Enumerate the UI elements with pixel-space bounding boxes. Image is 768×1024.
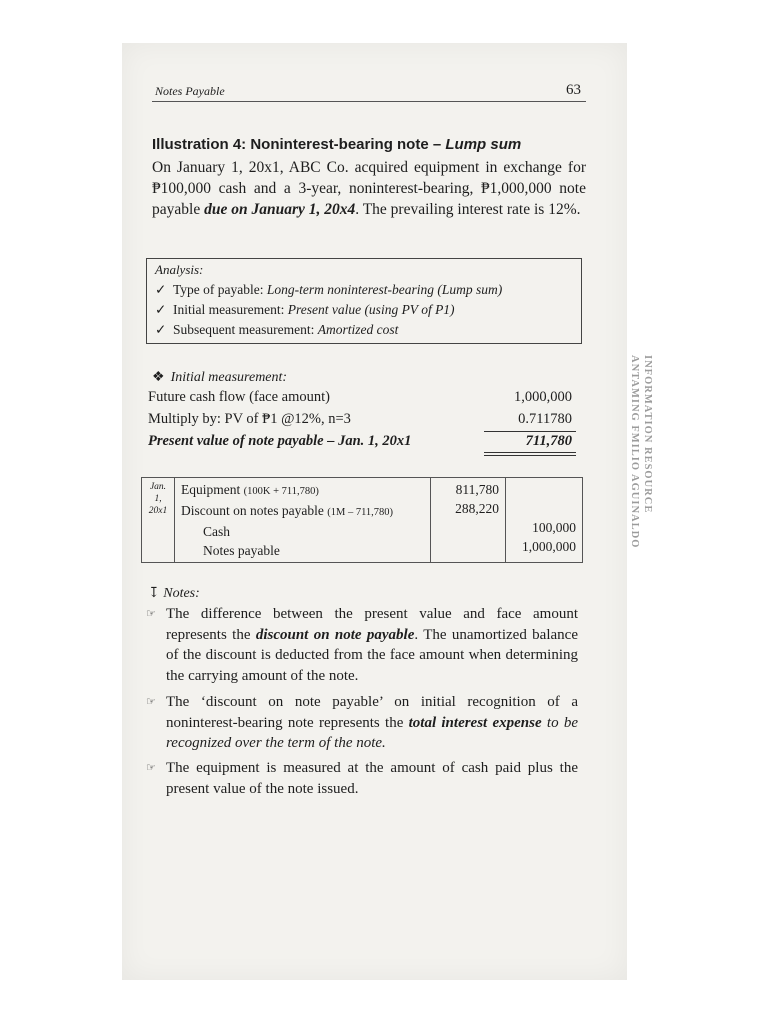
diamond-bullet-icon: ❖ (152, 370, 165, 385)
notes-heading: ↧ Notes: (148, 586, 200, 601)
note-item: ☞ The ‘discount on note payable’ on initial recognition of a noninterest-bearing note represents the total interest expense to be recognized over the term of the note. (146, 694, 578, 751)
calc-label: Multiply by: PV of ₱1 @12%, n=3 (148, 411, 351, 427)
sum-rule (484, 431, 576, 432)
check-icon: ✓ (155, 302, 167, 317)
calc-value: 711,780 (525, 433, 572, 449)
double-rule (484, 455, 576, 456)
note-item: ☞ The equipment is measured at the amount of cash paid plus the present value of the note issued. (146, 760, 578, 797)
calc-label: Present value of note payable – Jan. 1, 20x1 (148, 433, 412, 449)
journal-debit: 811,780 288,220 (431, 478, 506, 563)
header-rule (152, 101, 586, 102)
journal-date: Jan. 1, 20x1 (142, 478, 175, 563)
illustration-paragraph: On January 1, 20x1, ABC Co. acquired equipment in exchange for ₱100,000 cash and a 3-year, noninterest-bearing, ₱1,000,000 note payable due on January 1, 20x4. The prevailing interest rate is 12%. (152, 159, 586, 218)
analysis-item: ✓ Initial measurement: Present value (using PV of P1) (155, 302, 455, 317)
check-icon: ✓ (155, 282, 167, 297)
pointing-hand-icon: ☞ (146, 762, 156, 774)
calc-value: 0.711780 (518, 411, 572, 427)
analysis-title: Analysis: (155, 262, 204, 277)
journal-accounts: Equipment (100K + 711,780) Discount on notes payable (1M – 711,780) Cash Notes payable (175, 478, 431, 563)
calc-value: 1,000,000 (514, 389, 572, 405)
note-item: ☞ The difference between the present value and face amount represents the discount on note payable. The unamortized balance of the discount is deducted from the face amount when determining the carrying amount of the note. (146, 606, 578, 684)
running-header: Notes Payable (155, 84, 225, 98)
journal-entry-table (141, 477, 583, 563)
page-number: 63 (566, 82, 581, 98)
initial-measurement-heading: ❖ Initial measurement: (152, 370, 288, 385)
analysis-box (146, 258, 582, 344)
analysis-item: ✓ Type of payable: Long-term noninterest-bearing (Lump sum) (155, 282, 503, 297)
notes-icon: ↧ (148, 586, 164, 601)
pointing-hand-icon: ☞ (146, 696, 156, 708)
journal-credit: 100,000 1,000,000 (506, 478, 583, 563)
illustration-heading: Illustration 4: Noninterest-bearing note – Lump sum (152, 136, 522, 153)
double-rule (484, 452, 576, 453)
analysis-item: ✓ Subsequent measurement: Amortized cost (155, 322, 399, 337)
check-icon: ✓ (155, 322, 167, 337)
bleed-through-stamp: ANTAMING FMILIO AGUINALDO INFORMATION RESOURCE (629, 355, 653, 549)
pointing-hand-icon: ☞ (146, 608, 156, 620)
calc-label: Future cash flow (face amount) (148, 389, 330, 405)
